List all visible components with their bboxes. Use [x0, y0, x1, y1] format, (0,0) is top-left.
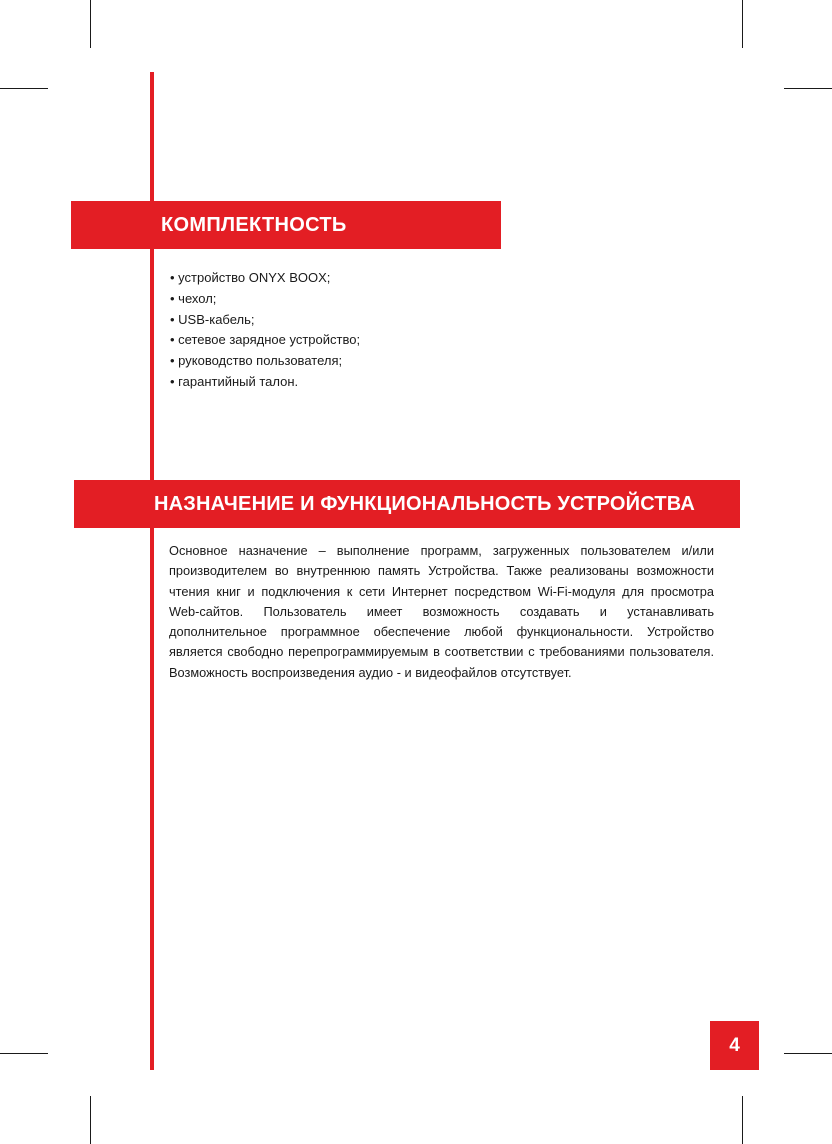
page-number	[710, 1021, 759, 1070]
crop-mark	[742, 0, 743, 48]
list-item: • гарантийный талон.	[170, 372, 360, 393]
list-item: • руководство пользователя;	[170, 351, 360, 372]
list-item: • сетевое зарядное устройство;	[170, 330, 360, 351]
crop-mark	[784, 88, 832, 89]
kit-section-header	[71, 201, 501, 249]
crop-mark	[90, 1096, 91, 1144]
crop-mark	[90, 0, 91, 48]
purpose-section-header	[74, 480, 740, 528]
list-item: • чехол;	[170, 289, 360, 310]
crop-mark	[0, 1053, 48, 1054]
kit-list	[170, 268, 360, 393]
crop-mark	[784, 1053, 832, 1054]
list-item: • устройство ONYX BOOX;	[170, 268, 360, 289]
crop-mark	[742, 1096, 743, 1144]
page-number-label: 4	[729, 1034, 740, 1056]
kit-heading: КОМПЛЕКТНОСТЬ	[161, 213, 347, 236]
purpose-paragraph: Основное назначение – выполнение программ, загруженных пользователем и/или производителем во внутреннюю память Устройства. Также реализованы возможности чтения книг и подключения к сети Интернет посредством Wi-Fi-модуля для просмотра Web-сайтов. Пользователь имеет возможность создавать и устанавливать дополнительное программное обеспечение любой функциональности. Устройство является свободно перепрограммируемым в соответствии с требованиями пользователя. Возможность воспроизведения аудио - и видеофайлов отсутствует.	[169, 543, 714, 680]
crop-mark	[0, 88, 48, 89]
list-item: • USB-кабель;	[170, 310, 360, 331]
purpose-heading: НАЗНАЧЕНИЕ И ФУНКЦИОНАЛЬНОСТЬ УСТРОЙСТВА	[154, 492, 696, 515]
